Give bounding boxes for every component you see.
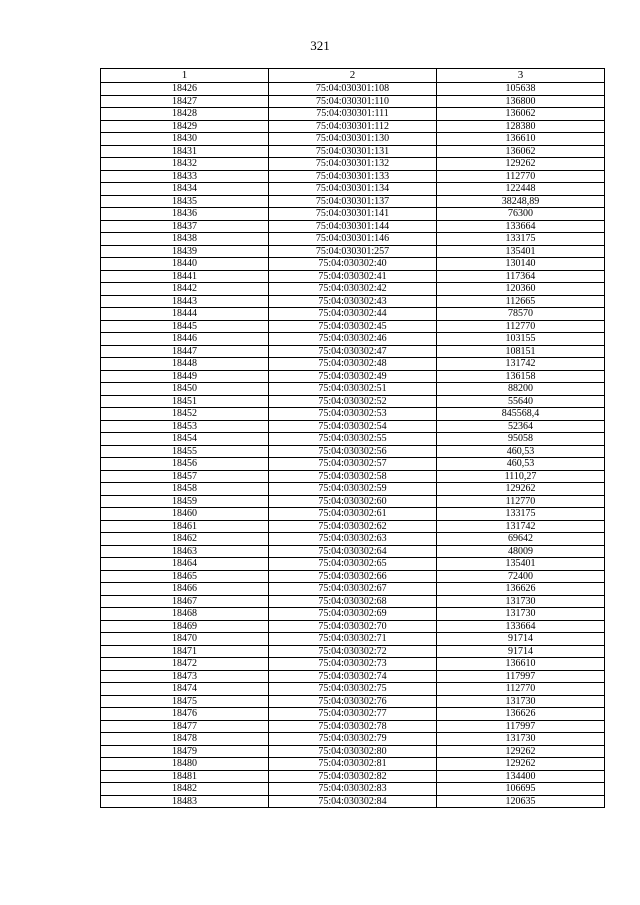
cadastral-number-cell: 75:04:030302:66 — [269, 570, 437, 583]
value-cell: 1110,27 — [437, 470, 605, 483]
cadastral-number-cell: 75:04:030302:75 — [269, 683, 437, 696]
table-row — [101, 720, 605, 733]
row-number-cell: 18479 — [101, 745, 269, 758]
cadastral-number-cell: 75:04:030302:43 — [269, 295, 437, 308]
row-number-cell: 18476 — [101, 708, 269, 721]
table-row — [101, 433, 605, 446]
table-row — [101, 620, 605, 633]
value-cell: 105638 — [437, 83, 605, 96]
value-cell: 120635 — [437, 795, 605, 808]
row-number-cell: 18440 — [101, 258, 269, 271]
cadastral-number-cell: 75:04:030301:144 — [269, 220, 437, 233]
table-row — [101, 270, 605, 283]
table-row — [101, 358, 605, 371]
value-cell: 135401 — [437, 558, 605, 571]
table-row — [101, 570, 605, 583]
cadastral-number-cell: 75:04:030301:137 — [269, 195, 437, 208]
table-row — [101, 483, 605, 496]
cadastral-number-cell: 75:04:030301:133 — [269, 170, 437, 183]
table-row — [101, 783, 605, 796]
value-cell: 117364 — [437, 270, 605, 283]
table-row — [101, 708, 605, 721]
column-header-1: 1 — [101, 69, 269, 83]
table-row — [101, 583, 605, 596]
value-cell: 845568,4 — [437, 408, 605, 421]
cadastral-number-cell: 75:04:030302:51 — [269, 383, 437, 396]
table-row — [101, 158, 605, 171]
cadastral-number-cell: 75:04:030302:84 — [269, 795, 437, 808]
row-number-cell: 18456 — [101, 458, 269, 471]
row-number-cell: 18455 — [101, 445, 269, 458]
row-number-cell: 18447 — [101, 345, 269, 358]
row-number-cell: 18448 — [101, 358, 269, 371]
value-cell: 128380 — [437, 120, 605, 133]
value-cell: 136158 — [437, 370, 605, 383]
cadastral-number-cell: 75:04:030302:55 — [269, 433, 437, 446]
value-cell: 72400 — [437, 570, 605, 583]
value-cell: 131730 — [437, 733, 605, 746]
cadastral-number-cell: 75:04:030301:130 — [269, 133, 437, 146]
row-number-cell: 18478 — [101, 733, 269, 746]
row-number-cell: 18443 — [101, 295, 269, 308]
row-number-cell: 18451 — [101, 395, 269, 408]
table-row — [101, 383, 605, 396]
row-number-cell: 18431 — [101, 145, 269, 158]
value-cell: 55640 — [437, 395, 605, 408]
cadastral-number-cell: 75:04:030302:44 — [269, 308, 437, 321]
table-row — [101, 683, 605, 696]
cadastral-number-cell: 75:04:030302:41 — [269, 270, 437, 283]
table-row — [101, 245, 605, 258]
cadastral-number-cell: 75:04:030301:134 — [269, 183, 437, 196]
cadastral-number-cell: 75:04:030302:47 — [269, 345, 437, 358]
value-cell: 106695 — [437, 783, 605, 796]
value-cell: 131730 — [437, 608, 605, 621]
cadastral-number-cell: 75:04:030302:54 — [269, 420, 437, 433]
value-cell: 133664 — [437, 620, 605, 633]
cadastral-number-cell: 75:04:030302:49 — [269, 370, 437, 383]
table-row — [101, 658, 605, 671]
value-cell: 112770 — [437, 170, 605, 183]
table-row — [101, 320, 605, 333]
row-number-cell: 18475 — [101, 695, 269, 708]
table-row — [101, 195, 605, 208]
row-number-cell: 18446 — [101, 333, 269, 346]
table-row — [101, 345, 605, 358]
row-number-cell: 18481 — [101, 770, 269, 783]
cadastral-number-cell: 75:04:030301:146 — [269, 233, 437, 246]
value-cell: 69642 — [437, 533, 605, 546]
value-cell: 112665 — [437, 295, 605, 308]
row-number-cell: 18466 — [101, 583, 269, 596]
value-cell: 133175 — [437, 233, 605, 246]
value-cell: 133175 — [437, 508, 605, 521]
table-row — [101, 233, 605, 246]
table-row — [101, 183, 605, 196]
cadastral-number-cell: 75:04:030302:65 — [269, 558, 437, 571]
row-number-cell: 18470 — [101, 633, 269, 646]
table-row — [101, 170, 605, 183]
header-row — [101, 69, 605, 83]
table-row — [101, 420, 605, 433]
value-cell: 130140 — [437, 258, 605, 271]
cadastral-number-cell: 75:04:030301:112 — [269, 120, 437, 133]
table-row — [101, 95, 605, 108]
cadastral-number-cell: 75:04:030302:45 — [269, 320, 437, 333]
cadastral-number-cell: 75:04:030302:80 — [269, 745, 437, 758]
value-cell: 95058 — [437, 433, 605, 446]
value-cell: 88200 — [437, 383, 605, 396]
row-number-cell: 18465 — [101, 570, 269, 583]
table-row — [101, 108, 605, 121]
cadastral-number-cell: 75:04:030301:257 — [269, 245, 437, 258]
row-number-cell: 18444 — [101, 308, 269, 321]
table-row — [101, 445, 605, 458]
table-row — [101, 770, 605, 783]
cadastral-number-cell: 75:04:030302:40 — [269, 258, 437, 271]
row-number-cell: 18463 — [101, 545, 269, 558]
value-cell: 103155 — [437, 333, 605, 346]
row-number-cell: 18436 — [101, 208, 269, 221]
row-number-cell: 18472 — [101, 658, 269, 671]
table-row — [101, 395, 605, 408]
table-row — [101, 545, 605, 558]
row-number-cell: 18473 — [101, 670, 269, 683]
cadastral-number-cell: 75:04:030302:73 — [269, 658, 437, 671]
row-number-cell: 18450 — [101, 383, 269, 396]
value-cell: 122448 — [437, 183, 605, 196]
cadastral-number-cell: 75:04:030302:48 — [269, 358, 437, 371]
value-cell: 38248,89 — [437, 195, 605, 208]
table-row — [101, 670, 605, 683]
table-row — [101, 408, 605, 421]
cadastral-number-cell: 75:04:030302:79 — [269, 733, 437, 746]
table-row — [101, 333, 605, 346]
value-cell: 129262 — [437, 158, 605, 171]
row-number-cell: 18438 — [101, 233, 269, 246]
table-row — [101, 258, 605, 271]
row-number-cell: 18469 — [101, 620, 269, 633]
value-cell: 48009 — [437, 545, 605, 558]
table-row — [101, 470, 605, 483]
table-row — [101, 370, 605, 383]
cadastral-number-cell: 75:04:030302:42 — [269, 283, 437, 296]
column-header-3: 3 — [437, 69, 605, 83]
row-number-cell: 18434 — [101, 183, 269, 196]
cadastral-number-cell: 75:04:030302:82 — [269, 770, 437, 783]
cadastral-number-cell: 75:04:030301:132 — [269, 158, 437, 171]
cadastral-number-cell: 75:04:030301:108 — [269, 83, 437, 96]
row-number-cell: 18452 — [101, 408, 269, 421]
cadastral-number-cell: 75:04:030302:81 — [269, 758, 437, 771]
row-number-cell: 18433 — [101, 170, 269, 183]
cadastral-number-cell: 75:04:030302:64 — [269, 545, 437, 558]
value-cell: 76300 — [437, 208, 605, 221]
row-number-cell: 18462 — [101, 533, 269, 546]
cadastral-number-cell: 75:04:030302:56 — [269, 445, 437, 458]
value-cell: 129262 — [437, 745, 605, 758]
row-number-cell: 18471 — [101, 645, 269, 658]
value-cell: 120360 — [437, 283, 605, 296]
data-table — [100, 68, 605, 808]
value-cell: 136626 — [437, 708, 605, 721]
table-row — [101, 83, 605, 96]
table-row — [101, 608, 605, 621]
value-cell: 136610 — [437, 133, 605, 146]
row-number-cell: 18428 — [101, 108, 269, 121]
value-cell: 131730 — [437, 695, 605, 708]
value-cell: 129262 — [437, 758, 605, 771]
value-cell: 91714 — [437, 633, 605, 646]
cadastral-number-cell: 75:04:030302:67 — [269, 583, 437, 596]
table-row — [101, 308, 605, 321]
row-number-cell: 18437 — [101, 220, 269, 233]
cadastral-number-cell: 75:04:030301:111 — [269, 108, 437, 121]
cadastral-number-cell: 75:04:030302:58 — [269, 470, 437, 483]
row-number-cell: 18477 — [101, 720, 269, 733]
value-cell: 460,53 — [437, 458, 605, 471]
row-number-cell: 18426 — [101, 83, 269, 96]
value-cell: 112770 — [437, 320, 605, 333]
row-number-cell: 18457 — [101, 470, 269, 483]
table-row — [101, 758, 605, 771]
cadastral-number-cell: 75:04:030302:46 — [269, 333, 437, 346]
value-cell: 112770 — [437, 495, 605, 508]
row-number-cell: 18430 — [101, 133, 269, 146]
table-row — [101, 495, 605, 508]
value-cell: 117997 — [437, 670, 605, 683]
value-cell: 78570 — [437, 308, 605, 321]
value-cell: 108151 — [437, 345, 605, 358]
table-row — [101, 633, 605, 646]
row-number-cell: 18445 — [101, 320, 269, 333]
cadastral-number-cell: 75:04:030302:60 — [269, 495, 437, 508]
value-cell: 460,53 — [437, 445, 605, 458]
cadastral-number-cell: 75:04:030301:110 — [269, 95, 437, 108]
row-number-cell: 18483 — [101, 795, 269, 808]
value-cell: 131742 — [437, 358, 605, 371]
cadastral-number-cell: 75:04:030301:141 — [269, 208, 437, 221]
value-cell: 134400 — [437, 770, 605, 783]
cadastral-number-cell: 75:04:030302:57 — [269, 458, 437, 471]
table-row — [101, 120, 605, 133]
row-number-cell: 18427 — [101, 95, 269, 108]
row-number-cell: 18474 — [101, 683, 269, 696]
row-number-cell: 18441 — [101, 270, 269, 283]
cadastral-number-cell: 75:04:030302:62 — [269, 520, 437, 533]
value-cell: 136062 — [437, 145, 605, 158]
value-cell: 131730 — [437, 595, 605, 608]
row-number-cell: 18429 — [101, 120, 269, 133]
table-row — [101, 695, 605, 708]
value-cell: 136800 — [437, 95, 605, 108]
row-number-cell: 18459 — [101, 495, 269, 508]
cadastral-number-cell: 75:04:030302:76 — [269, 695, 437, 708]
row-number-cell: 18482 — [101, 783, 269, 796]
cadastral-number-cell: 75:04:030302:59 — [269, 483, 437, 496]
value-cell: 136062 — [437, 108, 605, 121]
cadastral-number-cell: 75:04:030302:70 — [269, 620, 437, 633]
row-number-cell: 18449 — [101, 370, 269, 383]
cadastral-number-cell: 75:04:030302:78 — [269, 720, 437, 733]
row-number-cell: 18458 — [101, 483, 269, 496]
value-cell: 133664 — [437, 220, 605, 233]
table-body — [101, 83, 605, 808]
row-number-cell: 18467 — [101, 595, 269, 608]
row-number-cell: 18460 — [101, 508, 269, 521]
value-cell: 129262 — [437, 483, 605, 496]
cadastral-number-cell: 75:04:030302:83 — [269, 783, 437, 796]
row-number-cell: 18468 — [101, 608, 269, 621]
table-row — [101, 458, 605, 471]
value-cell: 136626 — [437, 583, 605, 596]
cadastral-number-cell: 75:04:030302:52 — [269, 395, 437, 408]
column-header-2: 2 — [269, 69, 437, 83]
cadastral-number-cell: 75:04:030302:63 — [269, 533, 437, 546]
value-cell: 117997 — [437, 720, 605, 733]
table-row — [101, 133, 605, 146]
cadastral-number-cell: 75:04:030302:71 — [269, 633, 437, 646]
table-row — [101, 520, 605, 533]
value-cell: 91714 — [437, 645, 605, 658]
cadastral-number-cell: 75:04:030302:72 — [269, 645, 437, 658]
table-row — [101, 533, 605, 546]
cadastral-number-cell: 75:04:030302:61 — [269, 508, 437, 521]
cadastral-number-cell: 75:04:030301:131 — [269, 145, 437, 158]
value-cell: 135401 — [437, 245, 605, 258]
row-number-cell: 18461 — [101, 520, 269, 533]
row-number-cell: 18432 — [101, 158, 269, 171]
page-number: 321 — [310, 38, 330, 53]
table-row — [101, 745, 605, 758]
cadastral-number-cell: 75:04:030302:53 — [269, 408, 437, 421]
row-number-cell: 18480 — [101, 758, 269, 771]
table-row — [101, 733, 605, 746]
cadastral-number-cell: 75:04:030302:68 — [269, 595, 437, 608]
row-number-cell: 18453 — [101, 420, 269, 433]
row-number-cell: 18435 — [101, 195, 269, 208]
table-row — [101, 795, 605, 808]
row-number-cell: 18454 — [101, 433, 269, 446]
value-cell: 131742 — [437, 520, 605, 533]
value-cell: 52364 — [437, 420, 605, 433]
table-row — [101, 283, 605, 296]
value-cell: 136610 — [437, 658, 605, 671]
cadastral-number-cell: 75:04:030302:74 — [269, 670, 437, 683]
table-row — [101, 220, 605, 233]
row-number-cell: 18439 — [101, 245, 269, 258]
table-header — [101, 69, 605, 83]
table-row — [101, 208, 605, 221]
table-row — [101, 595, 605, 608]
value-cell: 112770 — [437, 683, 605, 696]
table-row — [101, 145, 605, 158]
row-number-cell: 18464 — [101, 558, 269, 571]
table-row — [101, 645, 605, 658]
cadastral-number-cell: 75:04:030302:77 — [269, 708, 437, 721]
table-row — [101, 508, 605, 521]
cadastral-number-cell: 75:04:030302:69 — [269, 608, 437, 621]
table-row — [101, 558, 605, 571]
table-row — [101, 295, 605, 308]
row-number-cell: 18442 — [101, 283, 269, 296]
